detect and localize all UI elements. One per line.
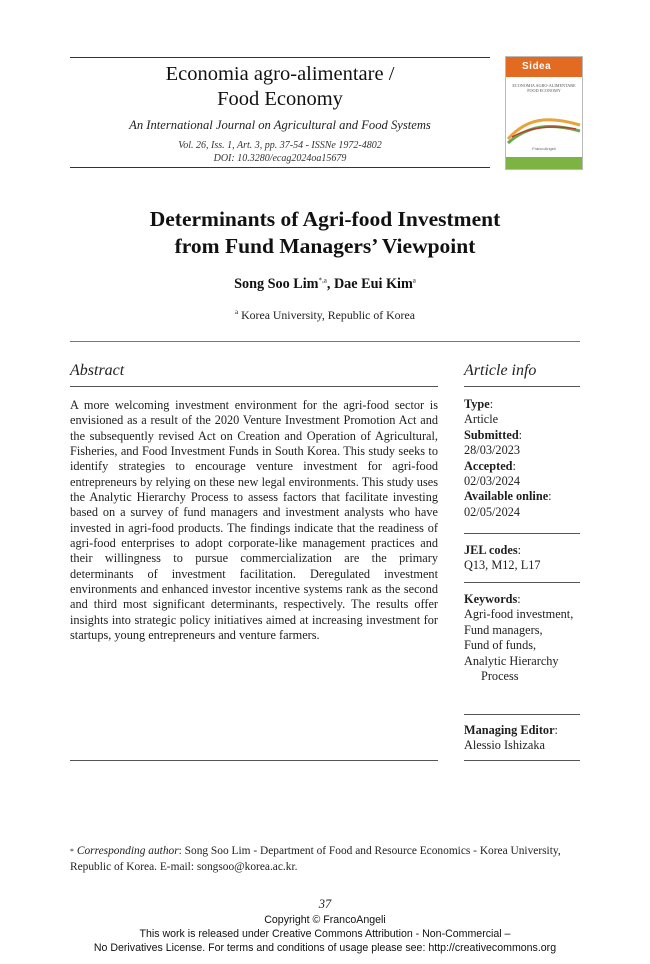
accepted-label: Accepted bbox=[464, 458, 513, 473]
cover-publisher: FrancoAngeli bbox=[532, 146, 556, 151]
keywords-label: Keywords bbox=[464, 592, 518, 606]
editor-value: Alessio Ishizaka bbox=[464, 738, 545, 753]
paper-title bbox=[60, 206, 590, 260]
journal-subtitle: An International Journal on Agricultural and Food Systems bbox=[129, 118, 431, 132]
page-number: 37 bbox=[318, 897, 332, 911]
online-label: Available online bbox=[464, 489, 549, 504]
journal-title bbox=[70, 62, 490, 112]
footnote-text: : Song Soo Lim - Department of Food and Resource Economics - Korea University, Republic of Korea. E-mail: songsoo@korea.ac.kr. bbox=[70, 845, 561, 873]
cover-title: ECONOMIA AGRO-ALIMENTARE FOOD ECONOMY bbox=[512, 83, 576, 93]
corresponding-author-footnote bbox=[70, 844, 582, 875]
article-dates: Type: Article Submitted: 28/03/2023 Accepted: 02/03/2024 Available online: 02/05/2024 bbox=[464, 397, 580, 520]
title-separator-rule bbox=[70, 341, 580, 342]
license-line: No Derivatives License. For terms and conditions of usage please see: http://creativecommons.org bbox=[93, 942, 557, 954]
abstract-text: A more welcoming investment environment for the agri-food sector is envisioned as a result of the 2020 Venture Investment Promotion Act and the subsequently revised Act on Creation and Operation of Agricultural, Fisheries, and Food Investment Funds in South Korea. This study seeks to identify strategies to encourage venture investment for agri-food entrepreneurs by relying on these new legal environments. This study uses the Analytic Hierarchy Process to assess factors that facilitate investing based on a survey of fund managers and investment analysts who have invested in agri-food products. The findings indicate that the readiness of agri-food enterprises to adopt corporate-like management practices and their willingness to pursue commercialization are the primary determinants of investment facilitation. Deregulated investment environments and enhanced investor incentive systems rank as the second and third most significant determinants, respectively. The results offer insights into strategic policy initiatives aimed at increasing investment for startups, young entrepreneurs and venture farmers. bbox=[70, 398, 438, 643]
journal-cover-image bbox=[505, 56, 583, 170]
type-value: Article bbox=[464, 412, 499, 427]
cover-bottom-band bbox=[506, 157, 582, 169]
authors bbox=[60, 276, 590, 293]
cover-wave-graphic bbox=[506, 109, 582, 145]
article-info-heading: Article info bbox=[464, 362, 537, 379]
header-top-rule bbox=[70, 57, 490, 58]
info-rule-2 bbox=[464, 582, 580, 583]
affiliation-text: Korea University, Republic of Korea bbox=[241, 308, 415, 322]
keyword-item: Fund managers, bbox=[464, 622, 543, 637]
journal-meta bbox=[70, 139, 490, 165]
jel-label: JEL codes bbox=[464, 543, 518, 557]
footnote-label: Corresponding author bbox=[76, 845, 179, 857]
keyword-item: Analytic Hierarchy Process bbox=[464, 653, 559, 684]
managing-editor: Managing Editor: Alessio Ishizaka bbox=[464, 723, 580, 754]
volume-line: Vol. 26, Iss. 1, Art. 3, pp. 37-54 - ISSNe 1972-4802 bbox=[178, 140, 382, 151]
author-separator: , bbox=[326, 276, 334, 292]
keywords: Keywords: Agri-food investment, Fund managers, Fund of funds, Analytic Hierarchy Process bbox=[464, 592, 580, 684]
submitted-value: 28/03/2023 bbox=[464, 443, 521, 458]
journal-title-line1: Economia agro-alimentare / bbox=[165, 63, 395, 85]
abstract-heading-rule bbox=[70, 386, 438, 387]
info-rule-1 bbox=[464, 533, 580, 534]
copyright-notice bbox=[0, 913, 650, 955]
article-info-heading-rule bbox=[464, 386, 580, 387]
author-marks: *,a bbox=[318, 276, 327, 285]
author-name: Song Soo Lim bbox=[234, 276, 319, 292]
journal-title-line2: Food Economy bbox=[217, 88, 343, 110]
header-bottom-rule bbox=[70, 167, 490, 168]
author-name: Dae Eui Kim bbox=[333, 276, 413, 292]
type-label: Type bbox=[464, 397, 490, 411]
doi-line: DOI: 10.3280/ecag2024oa15679 bbox=[213, 153, 347, 164]
license-line: This work is released under Creative Commons Attribution - Non-Commercial – bbox=[139, 928, 511, 940]
paper-title-line2: from Fund Managers’ Viewpoint bbox=[174, 234, 476, 258]
info-rule-3 bbox=[464, 714, 580, 715]
footnote-mark: * bbox=[70, 847, 74, 856]
keyword-item: Fund of funds, bbox=[464, 638, 537, 653]
abstract-bottom-rule bbox=[70, 760, 438, 761]
abstract-heading: Abstract bbox=[70, 362, 125, 379]
affiliation bbox=[60, 308, 590, 323]
info-bottom-rule bbox=[464, 760, 580, 761]
editor-label: Managing Editor bbox=[464, 723, 555, 737]
affiliation-mark: a bbox=[235, 308, 239, 317]
online-value: 02/05/2024 bbox=[464, 504, 521, 519]
paper-title-line1: Determinants of Agri-food Investment bbox=[149, 207, 501, 231]
jel-value: Q13, M12, L17 bbox=[464, 558, 541, 573]
cover-logo: Sidea bbox=[522, 61, 552, 72]
accepted-value: 02/03/2024 bbox=[464, 474, 521, 489]
author-marks: a bbox=[412, 276, 416, 285]
copyright-line: Copyright © FrancoAngeli bbox=[264, 914, 386, 926]
submitted-label: Submitted bbox=[464, 427, 519, 442]
jel-codes: JEL codes: Q13, M12, L17 bbox=[464, 543, 580, 574]
keyword-item: Agri-food investment, bbox=[464, 607, 574, 622]
